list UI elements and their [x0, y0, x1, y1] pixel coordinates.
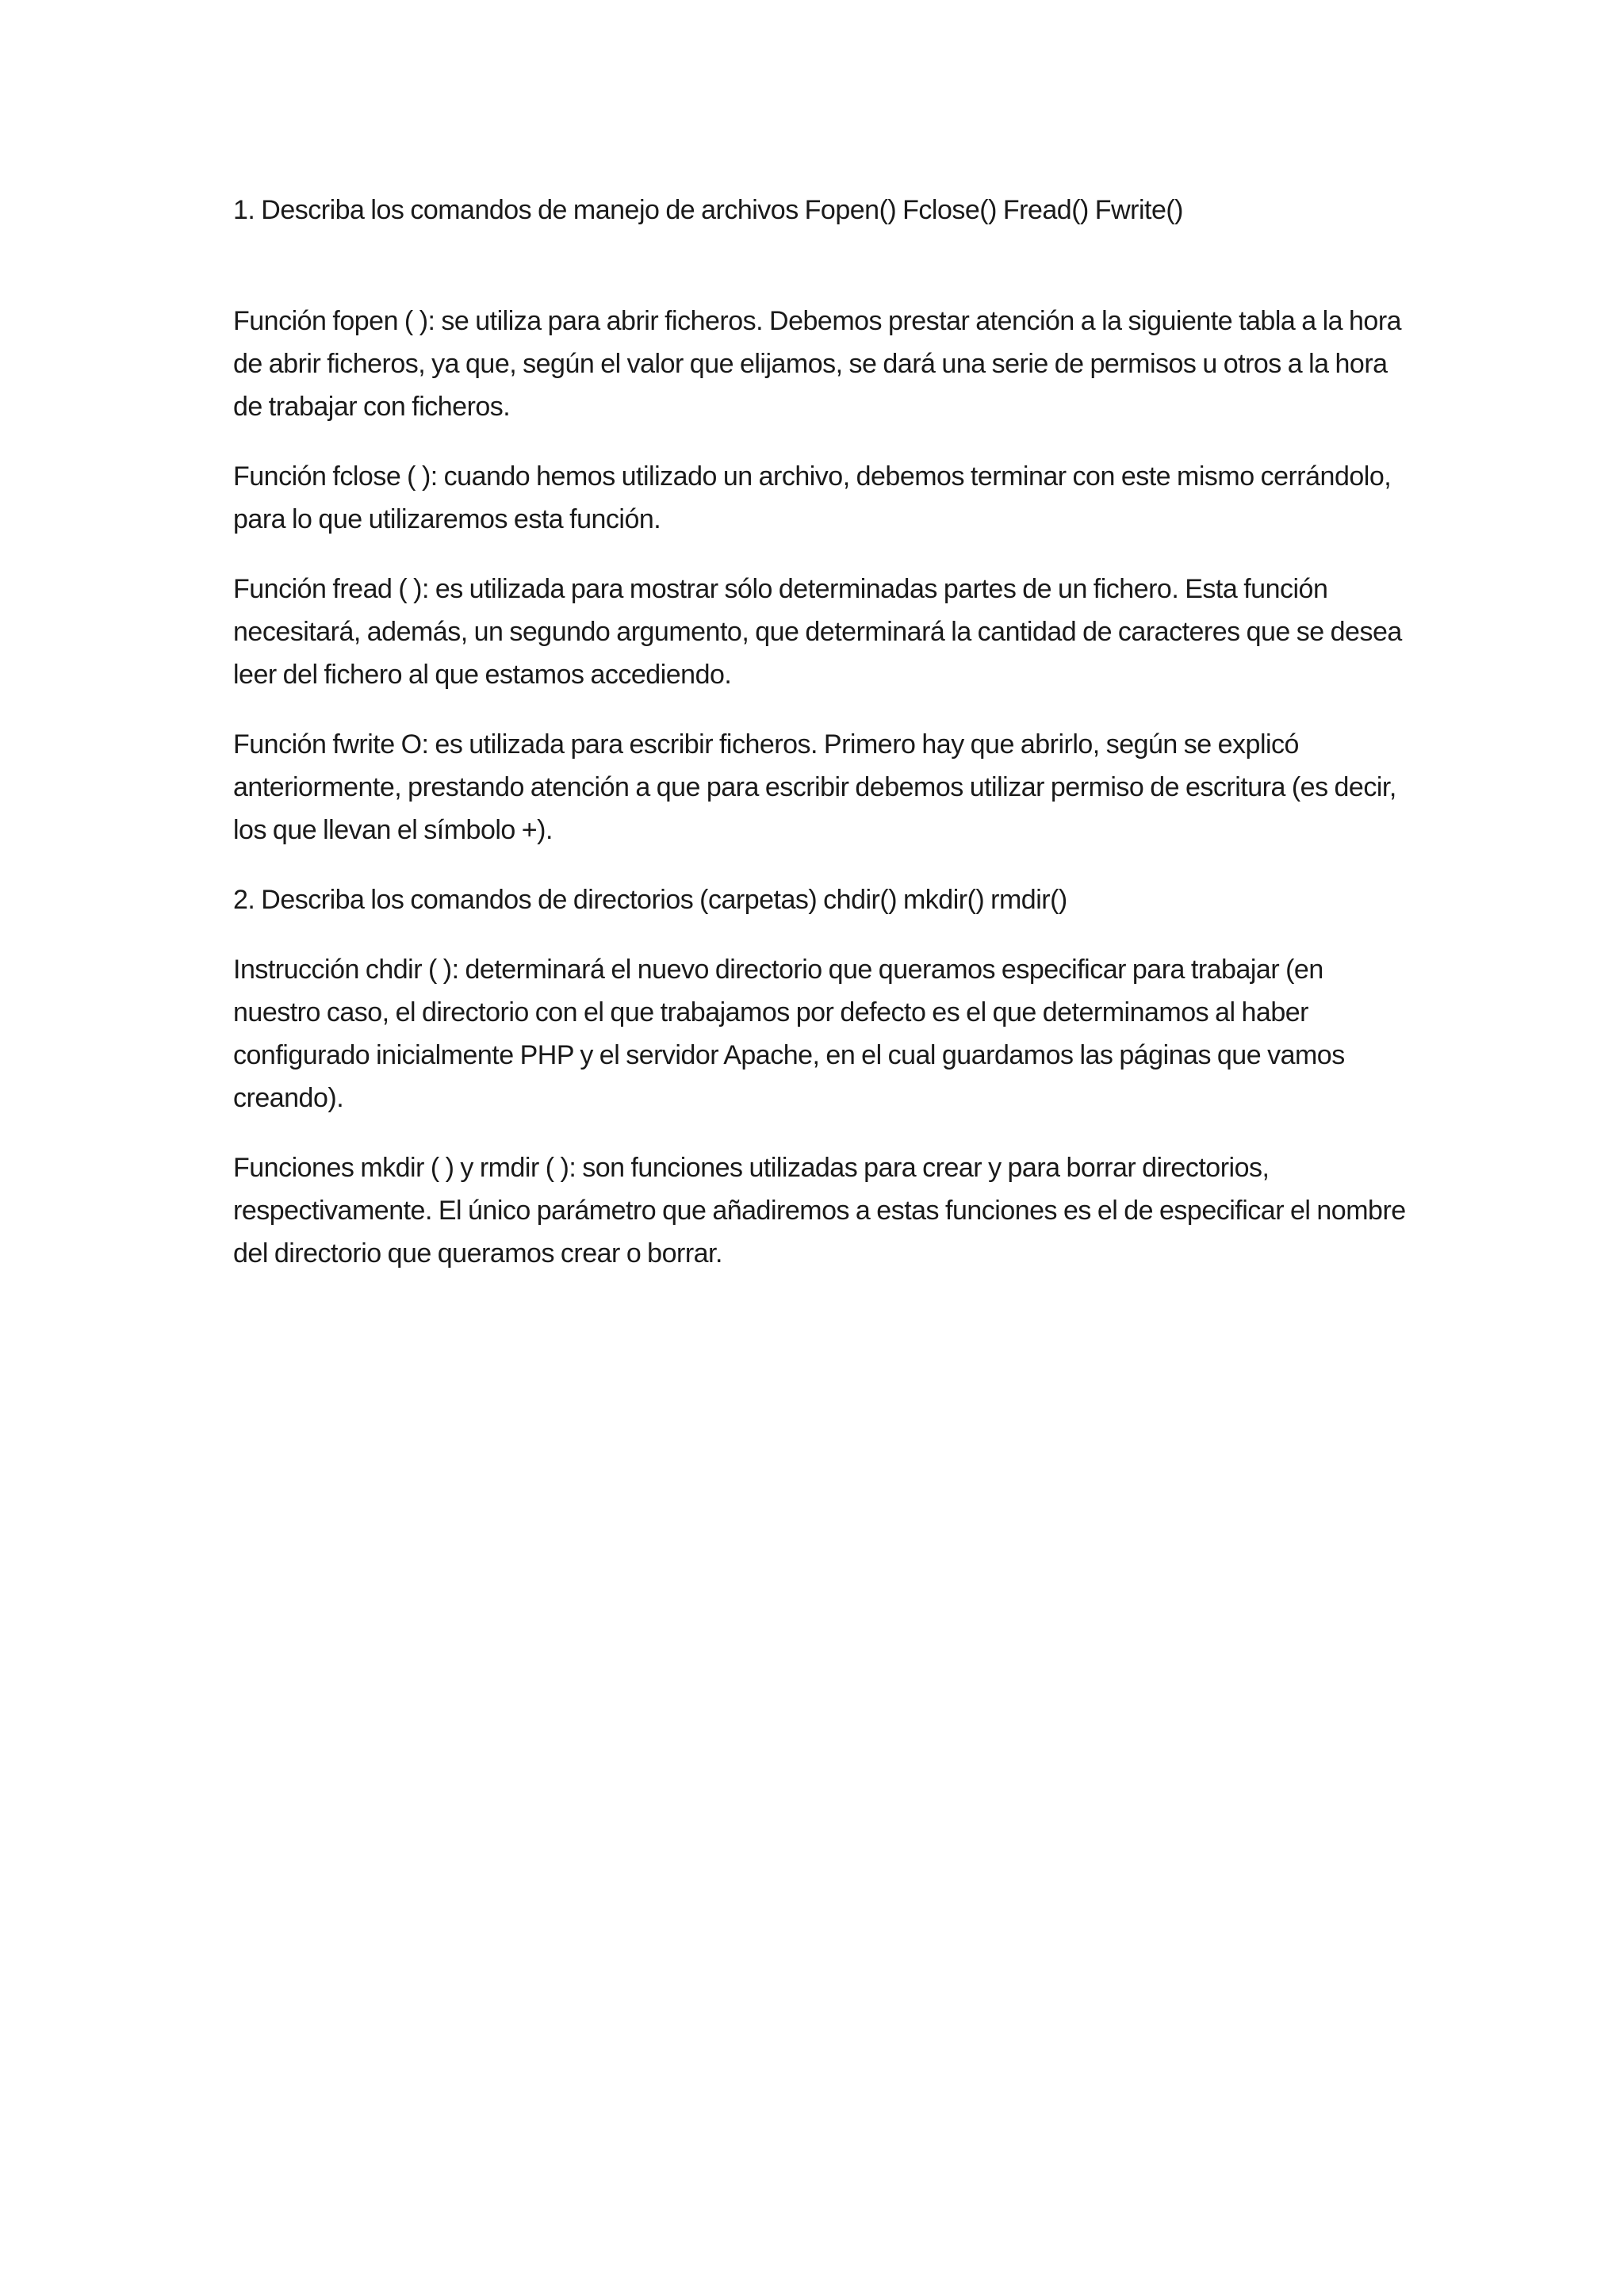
paragraph-fclose: Función fclose ( ): cuando hemos utilizado un archivo, debemos terminar con este mismo cerrándolo, para lo que utilizaremos esta función. [233, 461, 1392, 534]
document-body [233, 189, 1407, 1302]
question-2-heading: 2. Describa los comandos de directorios (carpetas) chdir() mkdir() rmdir() [233, 885, 1067, 915]
paragraph-fopen: Función fopen ( ): se utiliza para abrir ficheros. Debemos prestar atención a la siguiente tabla a la hora de abrir ficheros, ya que, según el valor que elijamos, se dará una serie de permisos u otros a la hora de trabajar con ficheros. [233, 306, 1402, 422]
paragraph-fwrite: Función fwrite O: es utilizada para escribir ficheros. Primero hay que abrirlo, según se explicó anteriormente, prestando atención a que para escribir debemos utilizar permiso de escritura (es decir, los que llevan el símbolo +). [233, 729, 1396, 845]
paragraph-chdir: Instrucción chdir ( ): determinará el nuevo directorio que queramos especificar para trabajar (en nuestro caso, el directorio con el que trabajamos por defecto es el que determinamos al haber configurado inicialmente PHP y el servidor Apache, en el cual guardamos las páginas que vamos creando). [233, 955, 1345, 1113]
paragraph-fread: Función fread ( ): es utilizada para mostrar sólo determinadas partes de un fichero. Esta función necesitará, además, un segundo argumento, que determinará la cantidad de caracteres que se desea leer del fichero al que estamos accediendo. [233, 574, 1402, 690]
paragraph-mkdir-rmdir: Funciones mkdir ( ) y rmdir ( ): son funciones utilizadas para crear y para borrar directorios, respectivamente. El único parámetro que añadiremos a estas funciones es el de especificar el nombre del directorio que queramos crear o borrar. [233, 1153, 1406, 1269]
question-1-heading: 1. Describa los comandos de manejo de archivos Fopen() Fclose() Fread() Fwrite() [233, 195, 1184, 225]
